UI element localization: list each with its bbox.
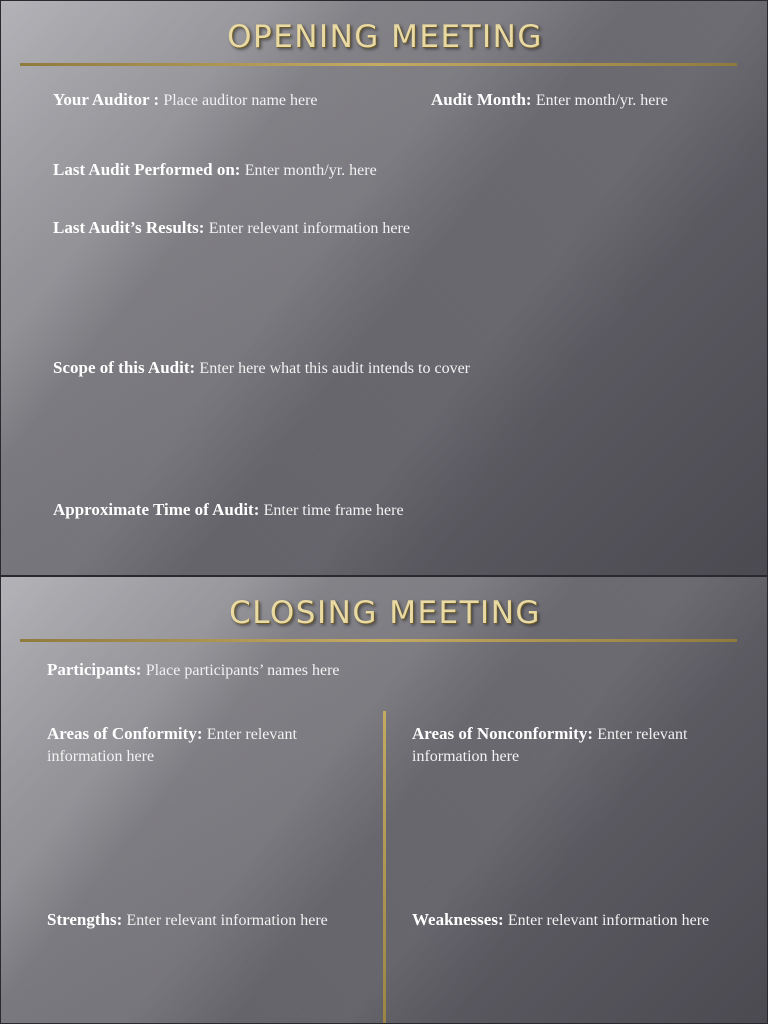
title-underline	[20, 639, 737, 642]
participants-value: Place participants’ names here	[145, 662, 340, 679]
conformity-label: Areas of Conformity:	[47, 724, 203, 743]
strengths-field	[47, 909, 367, 931]
audit-month-value: Enter month/yr. here	[535, 92, 668, 109]
audit-month-label: Audit Month:	[431, 90, 532, 109]
last-audit-results-field	[53, 217, 410, 239]
audit-scope-label: Scope of this Audit:	[53, 358, 196, 377]
title-underline	[20, 63, 737, 66]
last-audit-results-value: Enter relevant information here	[208, 220, 410, 237]
nonconformity-label: Areas of Nonconformity:	[412, 724, 593, 743]
last-audit-performed-value: Enter month/yr. here	[244, 162, 377, 179]
weaknesses-field	[412, 909, 712, 931]
conformity-value: Enter relevant information here	[47, 726, 297, 765]
audit-month-field	[431, 89, 668, 111]
auditor-label: Your Auditor :	[53, 90, 160, 109]
last-audit-results-label: Last Audit’s Results:	[53, 218, 205, 237]
audit-time-field	[53, 499, 404, 521]
slide-title: CLOSING MEETING	[229, 595, 541, 631]
strengths-label: Strengths:	[47, 910, 123, 929]
conformity-field	[47, 723, 367, 767]
audit-time-label: Approximate Time of Audit:	[53, 500, 260, 519]
auditor-value: Place auditor name here	[163, 92, 318, 109]
nonconformity-value: Enter relevant information here	[412, 726, 688, 765]
last-audit-performed-label: Last Audit Performed on:	[53, 160, 241, 179]
auditor-field	[53, 89, 318, 111]
slide-title: OPENING MEETING	[227, 19, 543, 55]
participants-label: Participants:	[47, 660, 142, 679]
audit-time-value: Enter time frame here	[263, 502, 404, 519]
participants-field	[47, 659, 340, 681]
weaknesses-value: Enter relevant information here	[507, 912, 710, 929]
closing-meeting-slide	[0, 576, 768, 1024]
strengths-value: Enter relevant information here	[126, 912, 328, 929]
last-audit-performed-field	[53, 159, 377, 181]
column-divider	[383, 711, 386, 1024]
weaknesses-label: Weaknesses:	[412, 910, 504, 929]
audit-scope-value: Enter here what this audit intends to cover	[199, 360, 471, 377]
audit-scope-field	[53, 357, 470, 379]
nonconformity-field	[412, 723, 712, 767]
